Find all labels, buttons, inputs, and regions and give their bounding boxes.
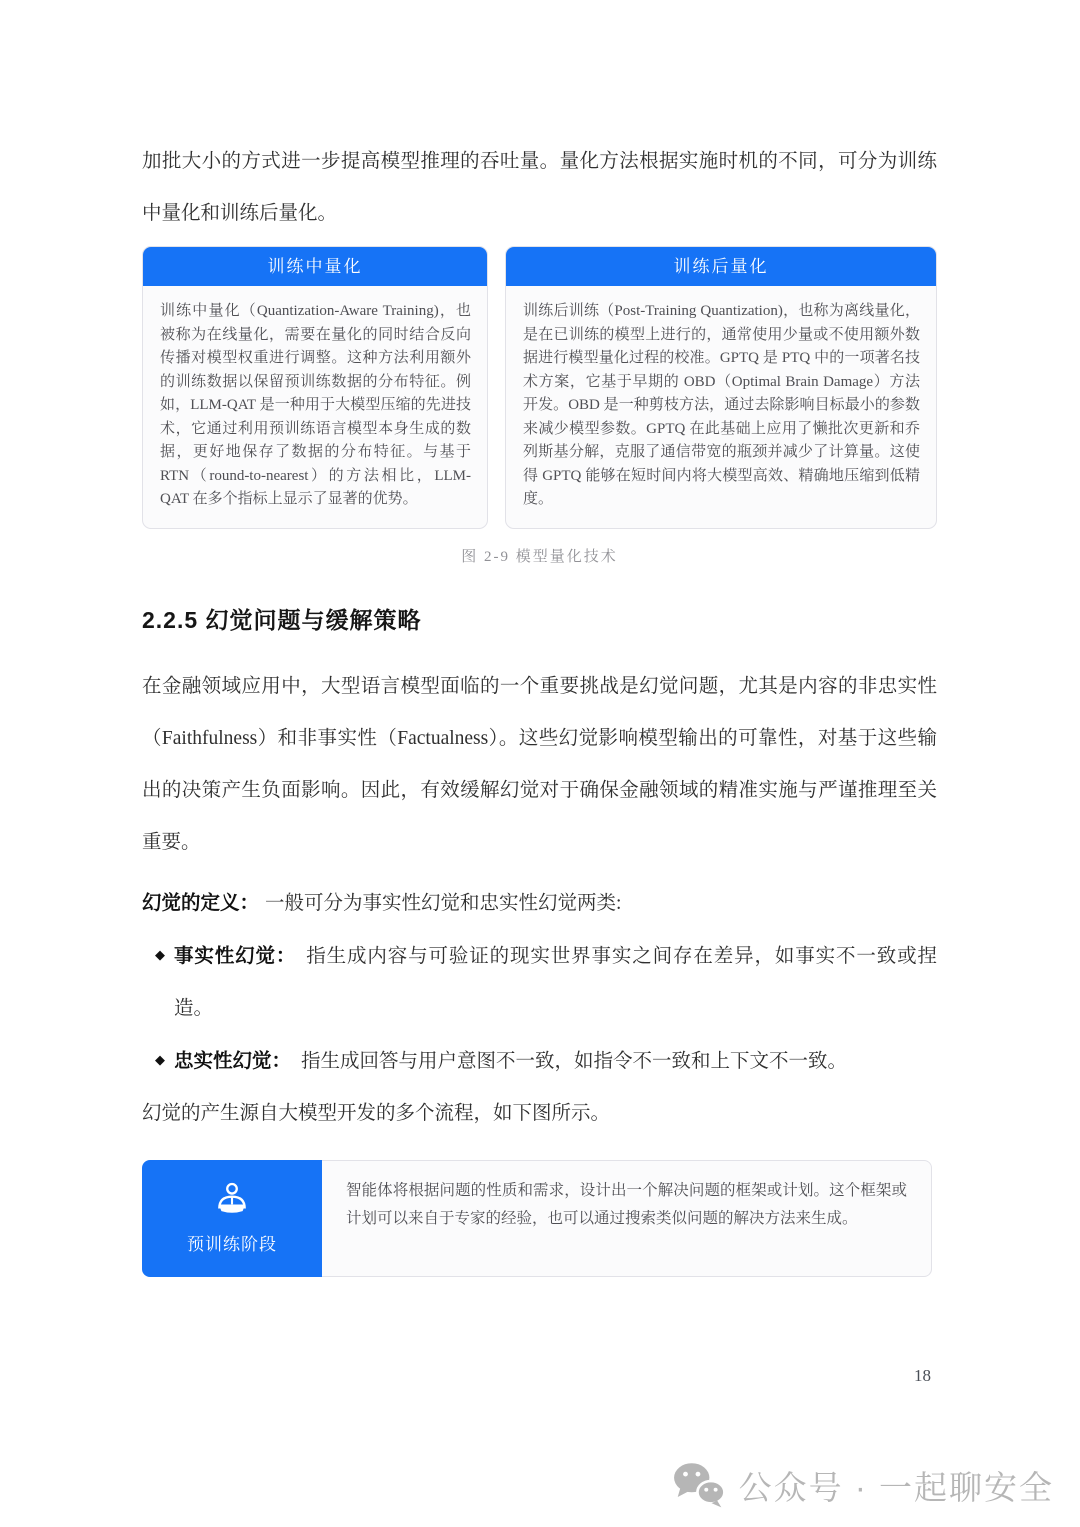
ptq-box-title: 训练后量化 bbox=[506, 247, 936, 286]
definition-label: 幻觉的定义： bbox=[142, 891, 260, 914]
list-item bbox=[142, 1035, 937, 1088]
person-icon bbox=[214, 1182, 250, 1220]
qat-box-title: 训练中量化 bbox=[143, 247, 487, 286]
intro-paragraph: 加批大小的方式进一步提高模型推理的吞吐量。量化方法根据实施时机的不同，可分为训练中量化和训练后量化。 bbox=[142, 151, 937, 224]
ptq-box-body: 训练后训练（Post-Training Quantization)，也称为离线量化，是在已训练的模型上进行的，通常使用少量或不使用额外数据进行模型量化过程的校准。GPTQ 是 PTQ 中的一项著名技术方案，它基于早期的 OBD（Optimal Brain Damage）方法开发。OBD 是一种剪枝方法，通过去除影响目标最小的参数来减少模型参数。GPTQ 在此基础上应用了懒批次更新和乔列斯基分解，克服了通信带宽的瓶颈并减少了计算量。这使得 GPTQ 能够在短时间内将大模型高效、精确地压缩到低精度。 bbox=[523, 303, 920, 507]
section-heading: 2.2.5 幻觉问题与缓解策略 bbox=[142, 606, 422, 633]
bullet-factual-label: 事实性幻觉： bbox=[174, 944, 297, 967]
pretraining-stage-box bbox=[142, 1160, 932, 1277]
qat-box-body: 训练中量化（Quantization-Aware Training)，也被称为在线量化，需要在量化的同时结合反向传播对模型权重进行调整。这种方法利用额外的训练数据以保留预训练数据的分布特征。例如，LLM-QAT 是一种用于大模型压缩的先进技术，它通过利用预训练语言模型本身生成的数据，更好地保存了数据的分布特征。与基于 RTN（round-to-nearest）的方法相比，LLM-QAT 在多个指标上显示了显著的优势。 bbox=[160, 303, 471, 507]
bullet-faithful-label: 忠实性幻觉： bbox=[174, 1049, 292, 1072]
definition-text: 一般可分为事实性幻觉和忠实性幻觉两类: bbox=[265, 892, 622, 914]
ptq-box bbox=[505, 246, 937, 529]
quantization-figure bbox=[142, 246, 937, 529]
definition-line bbox=[142, 877, 937, 930]
list-item bbox=[142, 930, 937, 1035]
bullet-factual-text: 指生成内容与可验证的现实世界事实之间存在差异，如事实不一致或捏造。 bbox=[174, 945, 937, 1019]
bullet-faithful-text: 指生成回答与用户意图不一致，如指令不一致和上下文不一致。 bbox=[301, 1050, 848, 1072]
diamond-bullet-icon: ◆ bbox=[155, 947, 165, 963]
qat-box bbox=[142, 246, 488, 529]
hallucination-source-paragraph: 幻觉的产生源自大模型开发的多个流程，如下图所示。 bbox=[142, 1102, 611, 1124]
diamond-bullet-icon: ◆ bbox=[155, 1052, 165, 1068]
figure-caption: 图 2-9 模型量化技术 bbox=[461, 548, 618, 565]
page-number: 18 bbox=[914, 1366, 931, 1385]
wechat-icon bbox=[672, 1461, 726, 1509]
stage-label-panel bbox=[142, 1160, 322, 1277]
stage-label: 预训练阶段 bbox=[187, 1234, 277, 1254]
hallucination-paragraph: 在金融领域应用中，大型语言模型面临的一个重要挑战是幻觉问题，尤其是内容的非忠实性（Faithfulness）和非事实性（Factualness）。这些幻觉影响模型输出的可靠性，对基于这些输出的决策产生负面影响。因此，有效缓解幻觉对于确保金融领域的精准实施与严谨推理至关重要。 bbox=[142, 675, 937, 853]
watermark-text: 公众号 · 一起聊安全 bbox=[738, 1468, 1054, 1506]
page-content bbox=[142, 0, 937, 1277]
bullet-faithful bbox=[174, 1035, 937, 1088]
bullet-factual bbox=[174, 930, 937, 1035]
watermark bbox=[672, 1461, 1054, 1509]
stage-description: 智能体将根据问题的性质和需求，设计出一个解决问题的框架或计划。这个框架或计划可以来自于专家的经验，也可以通过搜索类似问题的解决方法来生成。 bbox=[322, 1160, 932, 1277]
